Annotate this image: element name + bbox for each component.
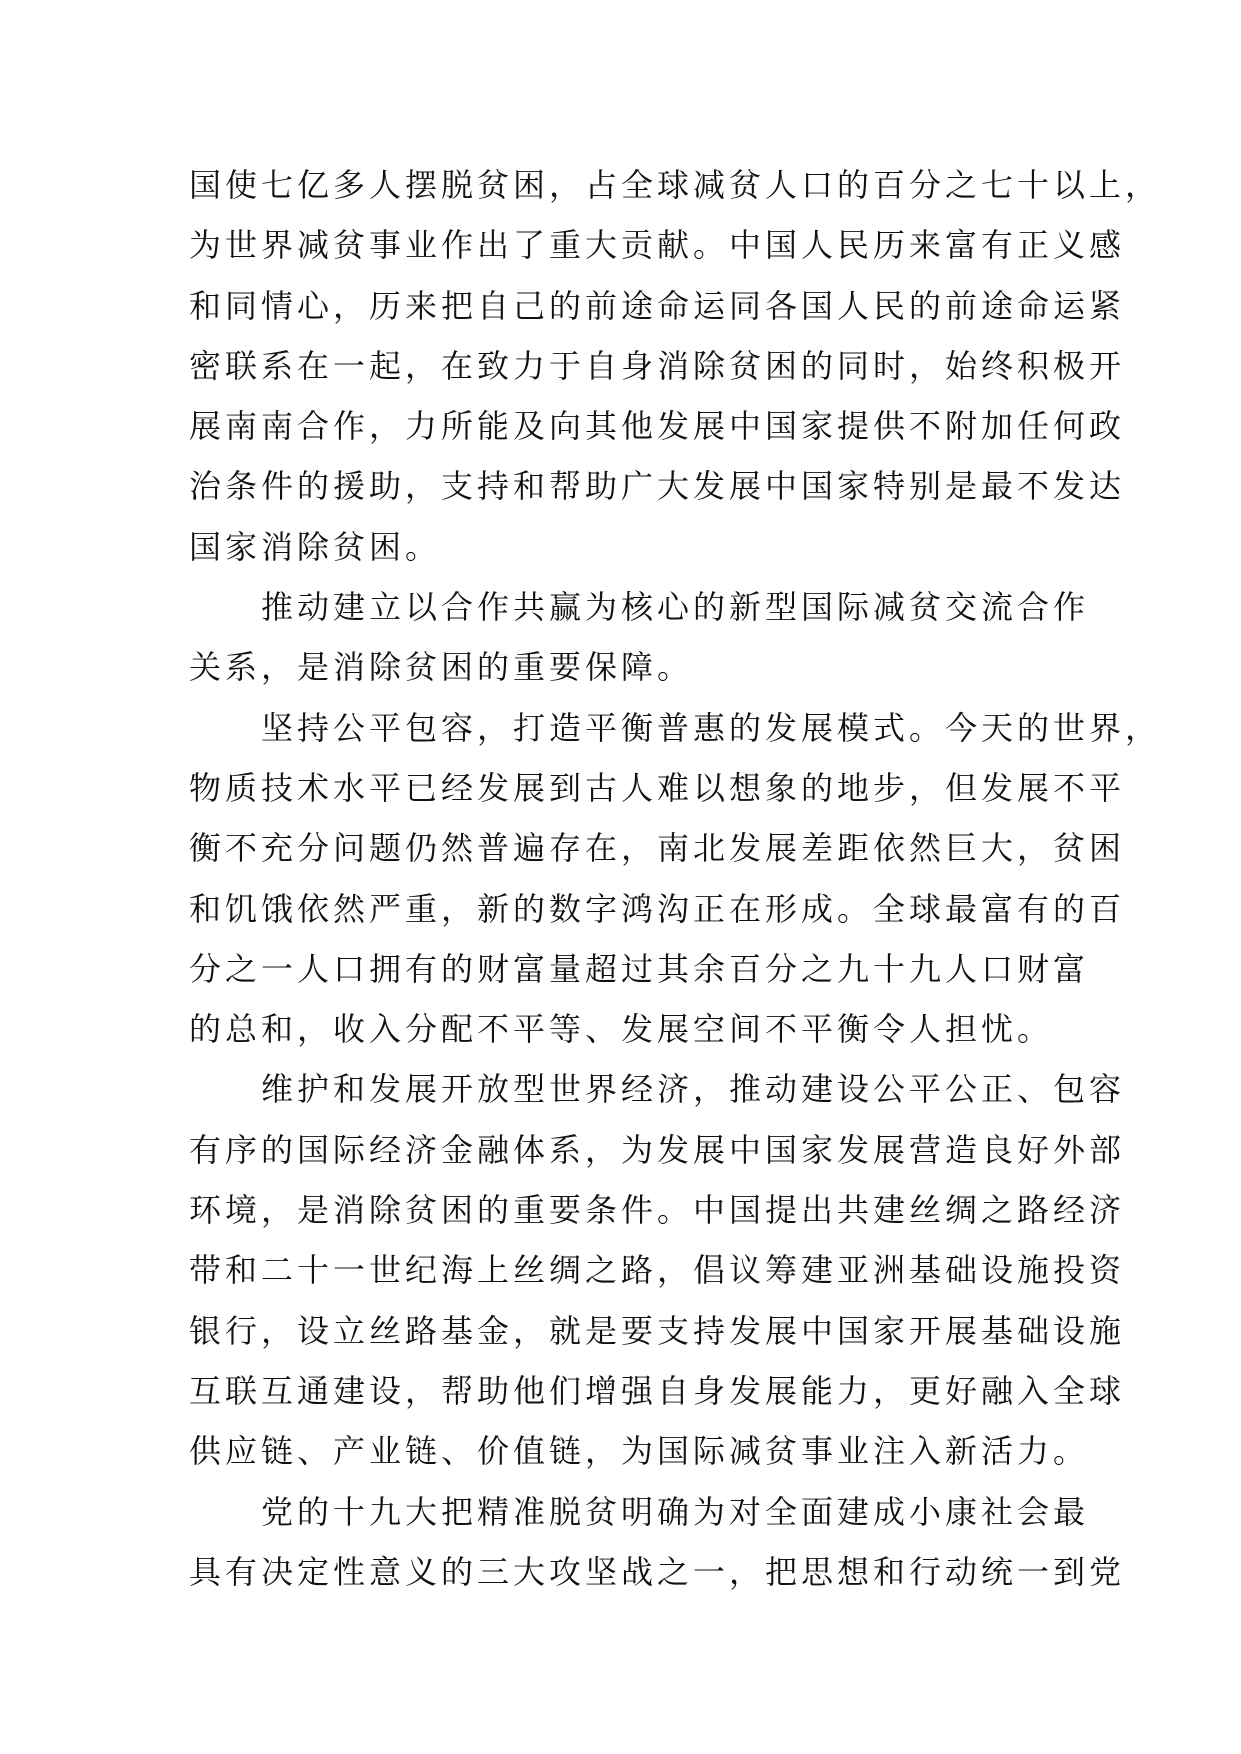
text-line-7: 国家消除贫困。 [189,527,442,566]
text-line-14: 分之一人口拥有的财富量超过其余百分之九十九人口财富 [189,949,1090,988]
text-line-10: 坚持公平包容，打造平衡普惠的发展模式。今天的世界， [261,708,1162,747]
text-line-23: 党的十九大把精准脱贫明确为对全面建成小康社会最 [261,1492,1090,1531]
text-line-22: 供应链、产业链、价值链，为国际减贫事业注入新活力。 [189,1432,1090,1471]
text-line-18: 环境，是消除贫困的重要条件。中国提出共建丝绸之路经济 [189,1191,1126,1230]
text-line-2: 为世界减贫事业作出了重大贡献。中国人民历来富有正义感 [189,226,1126,265]
text-line-21: 互联互通建设，帮助他们增强自身发展能力，更好融入全球 [189,1371,1126,1410]
text-line-5: 展南南合作，力所能及向其他发展中国家提供不附加任何政 [189,407,1126,446]
text-line-1: 国使七亿多人摆脱贫困，占全球减贫人口的百分之七十以上， [189,166,1162,204]
text-line-24: 具有决定性意义的三大攻坚战之一，把思想和行动统一到党 [189,1552,1126,1591]
text-line-20: 银行，设立丝路基金，就是要支持发展中国家开展基础设施 [189,1311,1126,1350]
text-line-16: 维护和发展开放型世界经济，推动建设公平公正、包容 [261,1070,1126,1109]
text-line-11: 物质技术水平已经发展到古人难以想象的地步，但发展不平 [189,768,1126,807]
text-line-17: 有序的国际经济金融体系，为发展中国家发展营造良好外部 [189,1130,1126,1169]
body-text [189,164,1162,1611]
text-line-4: 密联系在一起，在致力于自身消除贫困的同时，始终积极开 [189,346,1126,385]
text-line-9: 关系，是消除贫困的重要保障。 [189,648,694,687]
text-line-12: 衡不充分问题仍然普遍存在，南北发展差距依然巨大，贫困 [189,829,1126,868]
text-line-19: 带和二十一世纪海上丝绸之路，倡议筹建亚洲基础设施投资 [189,1251,1126,1290]
text-line-3: 和同情心，历来把自己的前途命运同各国人民的前途命运紧 [189,286,1126,325]
text-line-8: 推动建立以合作共赢为核心的新型国际减贫交流合作 [261,588,1090,627]
text-line-15: 的总和，收入分配不平等、发展空间不平衡令人担忧。 [189,1010,1054,1049]
text-line-6: 治条件的援助，支持和帮助广大发展中国家特别是最不发达 [189,467,1126,506]
text-line-13: 和饥饿依然严重，新的数字鸿沟正在形成。全球最富有的百 [189,889,1126,928]
